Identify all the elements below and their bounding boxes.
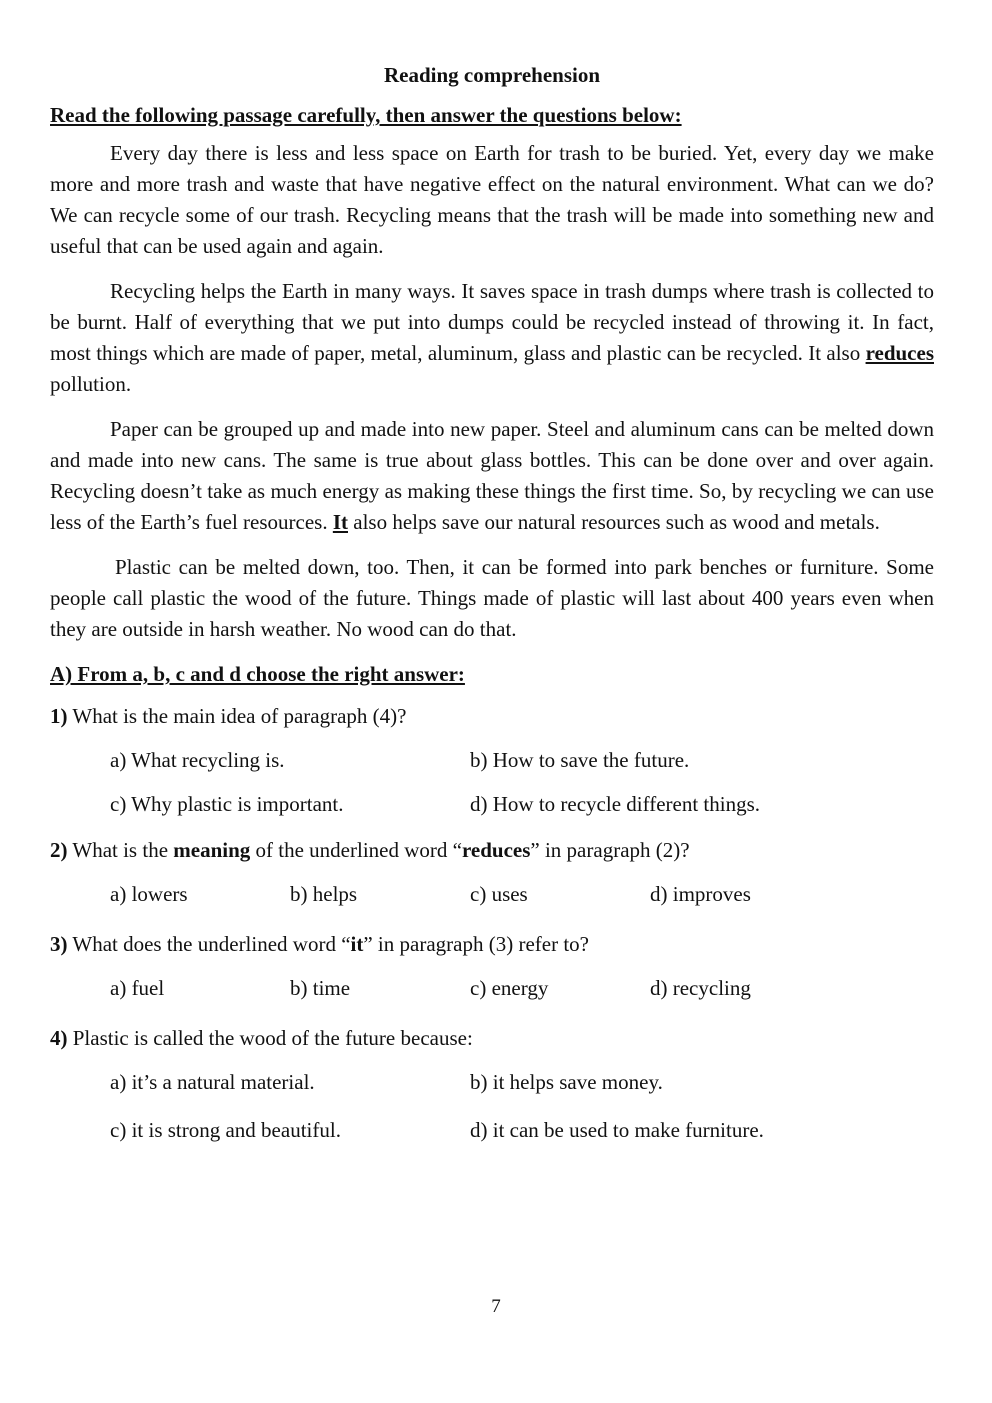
paragraph-3-text-start: Paper can be grouped up and made into new paper. Steel and aluminum cans can be melted down and made into new cans. The same is true about glass bottles. This can be done over and over again. Recycling doesn’t take as much energy as making these things the first time. So, by recycling we can use less of the Earth’s fuel resources. bbox=[50, 417, 934, 534]
question-3-option-a: a) fuel bbox=[110, 976, 165, 1000]
question-1-text: What is the main idea of paragraph (4)? bbox=[67, 704, 407, 728]
question-2 bbox=[50, 835, 934, 865]
question-1-option-a: a) What recycling is. bbox=[110, 748, 285, 772]
question-4-option-a: a) it’s a natural material. bbox=[110, 1070, 315, 1094]
instruction-heading: Read the following passage carefully, then answer the questions below: bbox=[50, 103, 682, 127]
underlined-word-it: It bbox=[332, 510, 348, 534]
section-a-heading: A) From a, b, c and d choose the right answer: bbox=[50, 662, 465, 686]
question-3-option-b: b) time bbox=[290, 976, 351, 1000]
paragraph-2-text-end: pollution. bbox=[50, 372, 132, 396]
question-1-options bbox=[50, 745, 934, 819]
question-3-text-2: ” in paragraph (3) refer to? bbox=[363, 932, 589, 956]
question-2-option-a: a) lowers bbox=[110, 882, 188, 906]
question-3-number: 3) bbox=[50, 932, 68, 956]
passage-paragraph-4: Plastic can be melted down, too. Then, it can be formed into park benches or furniture. Some people call plastic the wood of the future. Things made of plastic will last about 400 years even when they are outside in harsh weather. No wood can do that. bbox=[50, 555, 934, 641]
question-1-option-d: d) How to recycle different things. bbox=[470, 792, 761, 816]
underlined-word-reduces: reduces bbox=[865, 341, 934, 365]
worksheet-page bbox=[50, 58, 934, 1161]
passage-paragraph-2 bbox=[50, 276, 934, 400]
question-1-number: 1) bbox=[50, 704, 68, 728]
question-4-text: Plastic is called the wood of the future because: bbox=[67, 1026, 473, 1050]
question-1-option-b: b) How to save the future. bbox=[470, 748, 690, 772]
passage-paragraph-3 bbox=[50, 414, 934, 538]
question-3-option-c: c) energy bbox=[470, 976, 549, 1000]
question-2-number: 2) bbox=[50, 838, 68, 862]
question-3-bold-word: it bbox=[350, 932, 364, 956]
page-title: Reading comprehension bbox=[383, 63, 601, 87]
question-2-text-1: What is the bbox=[67, 838, 174, 862]
question-2-option-c: c) uses bbox=[470, 882, 528, 906]
question-1 bbox=[50, 701, 934, 731]
question-3-options bbox=[50, 973, 934, 1003]
paragraph-3-text-end: also helps save our natural resources such as wood and metals. bbox=[348, 510, 880, 534]
question-2-option-b: b) helps bbox=[290, 882, 358, 906]
question-2-options bbox=[50, 879, 934, 909]
question-4-option-c: c) it is strong and beautiful. bbox=[110, 1118, 341, 1142]
question-2-bold-meaning: meaning bbox=[173, 838, 251, 862]
question-3-option-d: d) recycling bbox=[650, 976, 751, 1000]
question-4-options bbox=[50, 1067, 934, 1145]
paragraph-2-text-start: Recycling helps the Earth in many ways. It saves space in trash dumps where trash is collected to be burnt. Half of everything that we put into dumps could be recycled instead of throwing it. In fact, most things which are made of paper, metal, aluminum, glass and plastic can be recycled. It also bbox=[50, 279, 934, 365]
question-2-text-2: of the underlined word “ bbox=[250, 838, 462, 862]
question-4-option-b: b) it helps save money. bbox=[470, 1070, 663, 1094]
question-1-option-c: c) Why plastic is important. bbox=[110, 792, 344, 816]
question-4-number: 4) bbox=[50, 1026, 68, 1050]
question-4-option-d: d) it can be used to make furniture. bbox=[470, 1118, 764, 1142]
page-number: 7 bbox=[491, 1296, 501, 1317]
question-4 bbox=[50, 1023, 934, 1053]
question-3-text-1: What does the underlined word “ bbox=[67, 932, 351, 956]
question-3 bbox=[50, 929, 934, 959]
question-2-text-3: ” in paragraph (2)? bbox=[530, 838, 690, 862]
question-2-bold-word: reduces bbox=[461, 838, 531, 862]
question-2-option-d: d) improves bbox=[650, 882, 751, 906]
passage-paragraph-1: Every day there is less and less space on Earth for trash to be buried. Yet, every day we make more and more trash and waste that have negative effect on the natural environment. What can we do? We can recycle some of our trash. Recycling means that the trash will be made into something new and useful that can be used again and again. bbox=[50, 141, 934, 258]
